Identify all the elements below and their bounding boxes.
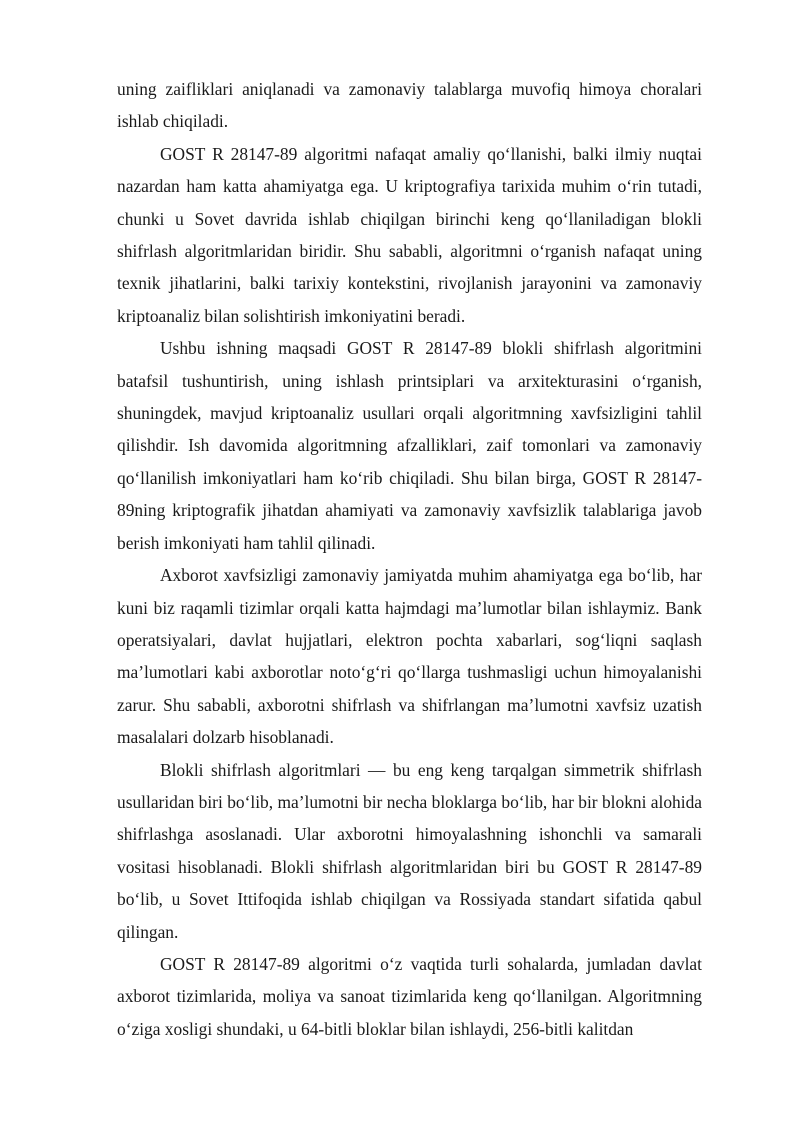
- paragraph-block-ciphers: Blokli shifrlash algoritmlari — bu eng keng tarqalgan simmetrik shifrlash usullaridan biri bo‘lib, ma’lumotni bir necha bloklarga bo‘lib, har bir blokni alohida shifrlashga asoslanadi. Ular axborotni himoyalashning ishonchli va samarali vositasi hisoblanadi. Blokli shifrlash algoritmlaridan biri bu GOST R 28147-89 bo‘lib, u Sovet Ittifoqida ishlab chiqilgan va Rossiyada standart sifatida qabul qilingan.: [117, 759, 702, 942]
- paragraph-gost-usage: GOST R 28147-89 algoritmi o‘z vaqtida turli sohalarda, jumladan davlat axborot tizimlarida, moliya va sanoat tizimlarida keng qo‘llanilgan. Algoritmning o‘ziga xosligi shundaki, u 64-bitli bloklar bilan ishlaydi, 256-bitli kalitdan: [117, 953, 702, 1039]
- paragraph-continuation: uning zaifliklari aniqlanadi va zamonaviy talablarga muvofiq himoya choralari ishlab chiqiladi.: [117, 79, 702, 132]
- paragraph-gost-significance: GOST R 28147-89 algoritmi nafaqat amaliy qo‘llanishi, balki ilmiy nuqtai nazardan ham katta ahamiyatga ega. U kriptografiya tarixida muhim o‘rin tutadi, chunki u Sovet davrida ishlab chiqilgan birinchi keng qo‘llaniladigan blokli shifrlash algoritmlaridan biridir. Shu sababli, algoritmni o‘rganish nafaqat uning texnik jihatlarini, balki tarixiy kontekstini, rivojlanish jarayonini va zamonaviy kriptoanaliz bilan solishtirish imkoniyatini beradi.: [117, 143, 702, 326]
- paragraph-information-security: Axborot xavfsizligi zamonaviy jamiyatda muhim ahamiyatga ega bo‘lib, har kuni biz raqamli tizimlar orqali katta hajmdagi ma’lumotlar bilan ishlaymiz. Bank operatsiyalari, davlat hujjatlari, elektron pochta xabarlari, sog‘liqni saqlash ma’lumotlari kabi axborotlar noto‘g‘ri qo‘llarga tushmasligi uchun himoyalanishi zarur. Shu sababli, axborotni shifrlash va shifrlangan ma’lumotni xavfsiz uzatish masalalari dolzarb hisoblanadi.: [117, 565, 702, 748]
- document-page: [117, 73, 702, 1045]
- paragraph-work-purpose: Ushbu ishning maqsadi GOST R 28147-89 blokli shifrlash algoritmini batafsil tushuntirish, uning ishlash printsiplari va arxitekturasini o‘rganish, shuningdek, mavjud kriptoanaliz usullari orqali algoritmning xavfsizligini tahlil qilishdir. Ish davomida algoritmning afzalliklari, zaif tomonlari va zamonaviy qo‘llanilish imkoniyatlari ham ko‘rib chiqiladi. Shu bilan birga, GOST R 28147-89ning kriptografik jihatdan ahamiyati va zamonaviy xavfsizlik talablariga javob berish imkoniyati ham tahlil qilinadi.: [117, 338, 702, 553]
